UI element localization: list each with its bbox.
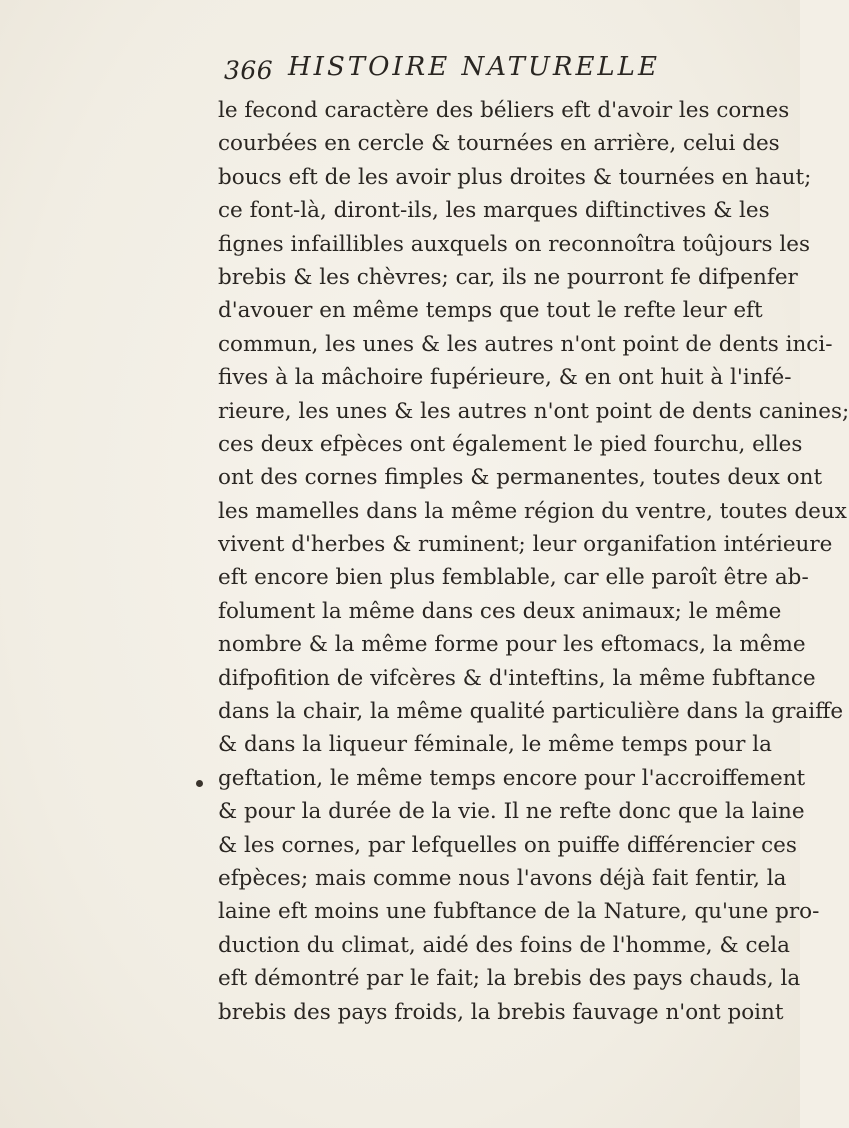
text-line: eft encore bien plus femblable, car elle paroît être ab- bbox=[218, 565, 809, 591]
text-line: ce font-là, diront-ils, les marques diftinctives & les bbox=[218, 198, 770, 224]
text-line: fives à la mâchoire fupérieure, & en ont huit à l'infé- bbox=[218, 365, 792, 391]
page-header bbox=[218, 50, 678, 90]
text-line: le fecond caractère des béliers eft d'avoir les cornes bbox=[218, 98, 790, 123]
margin-ink-mark bbox=[196, 780, 203, 787]
text-line: difpofition de vifcères & d'inteftins, la même fubftance bbox=[218, 665, 816, 691]
text-line: ont des cornes fimples & permanentes, toutes deux ont bbox=[218, 465, 823, 491]
text-line: fignes infaillibles auxquels on reconnoîtra toûjours les bbox=[218, 231, 811, 257]
text-line: brebis & les chèvres; car, ils ne pourront fe difpenfer bbox=[218, 264, 798, 290]
text-line: commun, les unes & les autres n'ont point de dents inci- bbox=[218, 331, 833, 357]
page-number: 366 bbox=[224, 56, 274, 85]
text-line: vivent d'herbes & ruminent; leur organifation intérieure bbox=[218, 532, 833, 558]
text-line: folument la même dans ces deux animaux; le même bbox=[218, 598, 782, 624]
text-line: duction du climat, aidé des foins de l'homme, & cela bbox=[218, 932, 790, 958]
text-line: brebis des pays froids, la brebis fauvage n'ont point bbox=[218, 999, 784, 1025]
text-line: courbées en cercle & tournées en arrière, celui des bbox=[218, 131, 780, 157]
text-line: & pour la durée de la vie. Il ne refte donc que la laine bbox=[218, 799, 805, 825]
text-line: d'avouer en même temps que tout le refte leur eft bbox=[218, 298, 763, 324]
text-line: laine eft moins une fubftance de la Nature, qu'une pro- bbox=[218, 899, 820, 925]
text-line: geftation, le même temps encore pour l'accroiffement bbox=[218, 765, 806, 791]
text-line: les mamelles dans la même région du ventre, toutes deux bbox=[218, 498, 847, 524]
text-line: rieure, les unes & les autres n'ont point de dents canines; bbox=[218, 398, 849, 424]
text-line: nombre & la même forme pour les eftomacs, la même bbox=[218, 632, 806, 658]
text-line: dans la chair, la même qualité particulière dans la graiffe bbox=[218, 699, 844, 725]
text-line: ces deux efpèces ont également le pied fourchu, elles bbox=[218, 431, 803, 457]
text-line: efpèces; mais comme nous l'avons déjà fait fentir, la bbox=[218, 865, 787, 891]
text-line: & dans la liqueur féminale, le même temps pour la bbox=[218, 732, 772, 758]
running-title: HISTOIRE NATURELLE bbox=[288, 52, 660, 82]
body-text bbox=[218, 94, 849, 1029]
text-line: boucs eft de les avoir plus droites & tournées en haut; bbox=[218, 164, 812, 190]
text-line: eft démontré par le fait; la brebis des pays chauds, la bbox=[218, 966, 801, 992]
text-line: & les cornes, par lefquelles on puiffe différencier ces bbox=[218, 832, 797, 858]
